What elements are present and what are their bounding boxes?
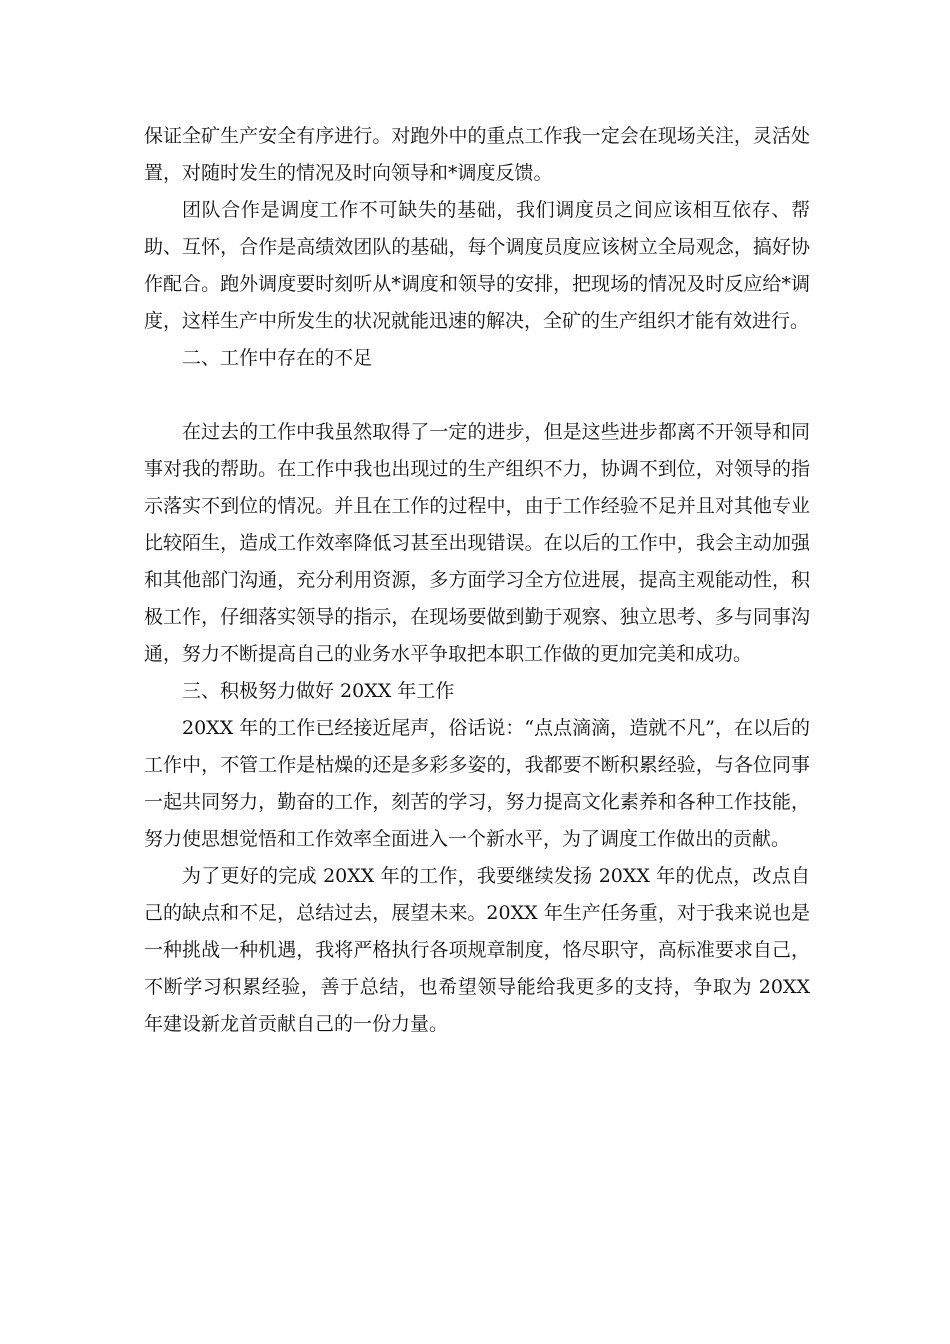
section-heading-next-year: 三、积极努力做好 20XX 年工作 [182, 680, 455, 702]
document-body [144, 118, 810, 1043]
blank-line [144, 377, 810, 414]
paragraph-plan: 为了更好的完成 20XX 年的工作，我要继续发扬 20XX 年的优点，改点自己的缺点和不足，总结过去，展望未来。20XX 年生产任务重，对于我来说也是一种挑战一种机遇，我将严格执行各项规章制度，恪尽职守，高标准要求自己，不断学习积累经验，善于总结，也希望领导能给我更多的支持，争取为 20XX 年建设新龙首贡献自己的一份力量。 [144, 865, 810, 1035]
paragraph-teamwork: 团队合作是调度工作不可缺失的基础，我们调度员之间应该相互依存、帮助、互怀，合作是高绩效团队的基础，每个调度员度应该树立全局观念，搞好协作配合。跑外调度要时刻听从*调度和领导的安排，把现场的情况及时反应给*调度，这样生产中所发生的状况就能迅速的解决，全矿的生产组织才能有效进行。 [144, 199, 810, 332]
paragraph-continued: 保证全矿生产安全有序进行。对跑外中的重点工作我一定会在现场关注，灵活处置，对随时发生的情况及时向领导和*调度反馈。 [144, 125, 810, 184]
paragraph-shortcomings: 在过去的工作中我虽然取得了一定的进步，但是这些进步都离不开领导和同事对我的帮助。在工作中我也出现过的生产组织不力，协调不到位，对领导的指示落实不到位的情况。并且在工作的过程中，由于工作经验不足并且对其他专业比较陌生，造成工作效率降低习甚至出现错误。在以后的工作中，我会主动加强和其他部门沟通，充分利用资源，多方面学习全方位进展，提高主观能动性，积极工作，仔细落实领导的指示，在现场要做到勤于观察、独立思考、多与同事沟通，努力不断提高自己的业务水平争取把本职工作做的更加完美和成功。 [144, 421, 810, 665]
paragraph-year-end: 20XX 年的工作已经接近尾声，俗话说：“点点滴滴，造就不凡”，在以后的工作中，不管工作是枯燥的还是多彩多姿的，我都要不断积累经验，与各位同事一起共同努力，勤奋的工作，刻苦的学习，努力提高文化素养和各种工作技能，努力使思想觉悟和工作效率全面进入一个新水平，为了调度工作做出的贡献。 [144, 717, 810, 850]
section-heading-shortcomings: 二、工作中存在的不足 [182, 347, 373, 369]
